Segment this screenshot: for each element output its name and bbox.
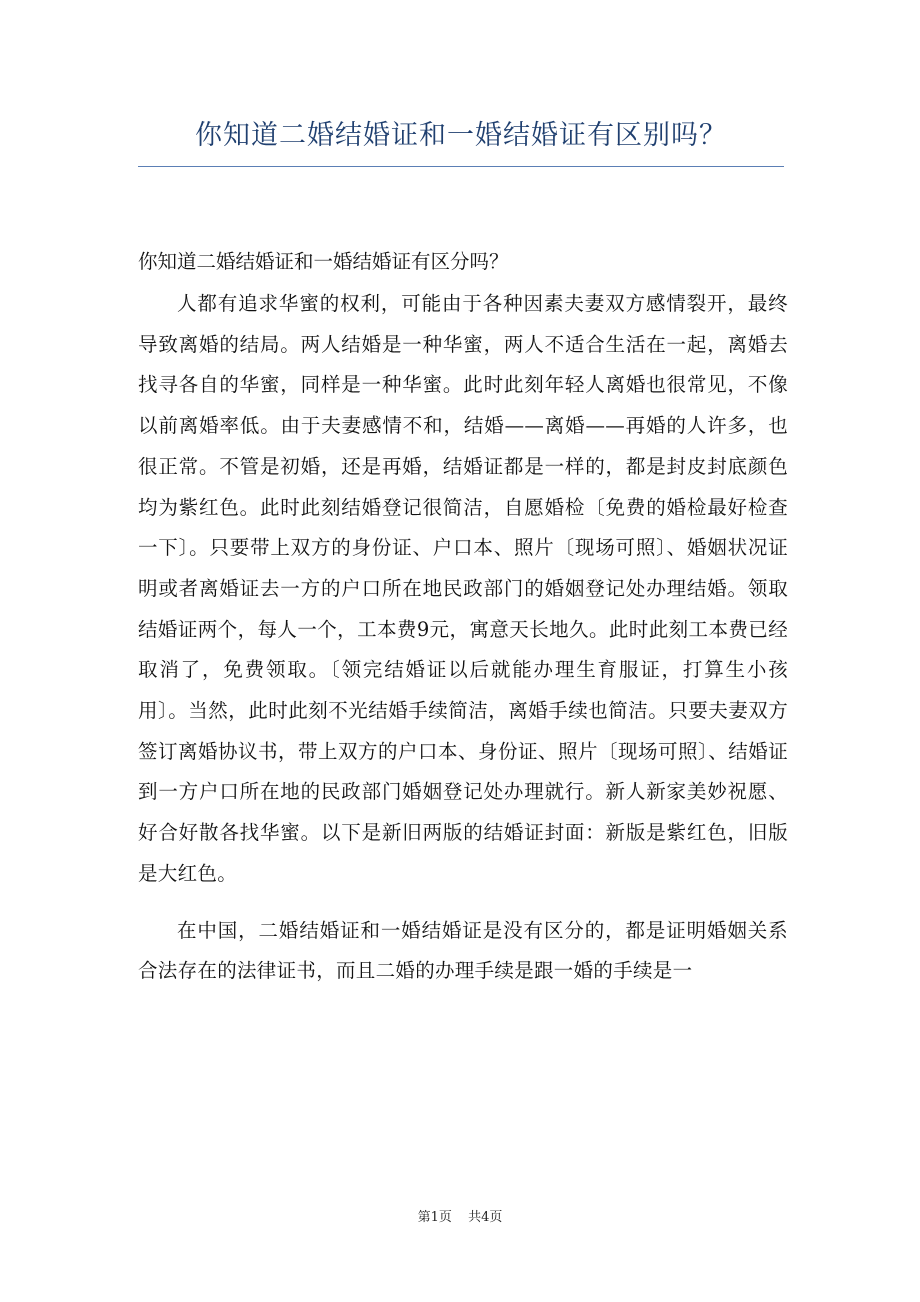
paragraph-1: 人都有追求华蜜的权利，可能由于各种因素夫妻双方感情裂开，最终导致离婚的结局。两人结婚是一种华蜜，两人不适合生活在一起，离婚去找寻各自的华蜜，同样是一种华蜜。此时此刻年轻人离婚也很常见，不像以前离婚率低。由于夫妻感情不和，结婚——离婚——再婚的人许多，也很正常。不管是初婚，还是再婚，结婚证都是一样的，都是封皮封底颜色均为紫红色。此时此刻结婚登记很简洁，自愿婚检〔免费的婚检最好检查一下〕。只要带上双方的身份证、户口本、照片〔现场可照〕、婚姻状况证明或者离婚证去一方的户口所在地民政部门的婚姻登记处办理结婚。领取结婚证两个，每人一个，工本费9元，寓意天长地久。此时此刻工本费已经取消了，免费领取。〔领完结婚证以后就能办理生育服证，打算生小孩用〕。当然，此时此刻不光结婚手续简洁，离婚手续也简洁。只要夫妻双方签订离婚协议书，带上双方的户口本、身份证、照片〔现场可照〕、结婚证到一方户口所在地的民政部门婚姻登记处办理就行。新人新家美妙祝愿、好合好散各找华蜜。以下是新旧两版的结婚证封面：新版是紫红色，旧版是大红色。 bbox=[138, 292, 788, 885]
document-title: 你知道二婚结婚证和一婚结婚证有区别吗？ bbox=[195, 120, 727, 151]
title-divider bbox=[138, 166, 784, 167]
paragraph-2: 在中国，二婚结婚证和一婚结婚证是没有区分的，都是证明婚姻关系合法存在的法律证书，而且二婚的办理手续是跟一婚的手续是一 bbox=[138, 918, 788, 983]
page-number: 第1页 bbox=[417, 1210, 452, 1225]
document-subtitle: 你知道二婚结婚证和一婚结婚证有区分吗？ bbox=[138, 250, 509, 273]
page-footer bbox=[0, 1206, 920, 1225]
document-body bbox=[138, 246, 788, 992]
page-total: 共4页 bbox=[468, 1210, 503, 1225]
